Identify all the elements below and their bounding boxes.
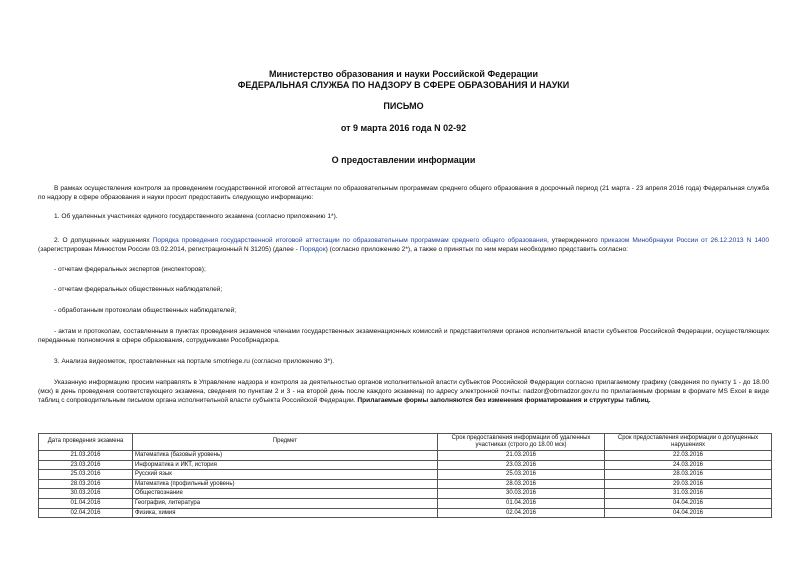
cell-exam-date: 01.04.2016 bbox=[39, 498, 133, 508]
service-name: ФЕДЕРАЛЬНАЯ СЛУЖБА ПО НАДЗОРУ В СФЕРЕ ОБРАЗОВАНИЯ И НАУКИ bbox=[237, 80, 570, 90]
closing-text: Указанную информацию просим направлять в Управление надзора и контроля за деятельностью органов исполнительной власти субъектов Российской Федерации согласно прилагаемому графику (сведения по пункту 1 - до 18.00 (мск) в день проведения соответствующего экзамена, сведения по пунктам 2 и 3 - на второй день после каждого экзамена) по адресу электронной почты: nadzor@obrnadzor.gov.ru по прилагаемым формам в формате MS Excel в виде таблиц с сопроводительным письмом органа исполнительной власти субъекта Российской Федерации. bbox=[38, 379, 769, 404]
sub-item-1: - отчетам федеральных экспертов (инспекторов); bbox=[54, 266, 206, 273]
cell-removed-deadline: 28.03.2016 bbox=[438, 479, 605, 489]
item-2-text-a: 2. О допущенных нарушениях bbox=[54, 237, 153, 244]
closing-paragraph bbox=[38, 378, 769, 405]
item-3: 3. Анализа видеометок, проставленных на портале smotriege.ru (согласно приложению 3*). bbox=[54, 358, 335, 365]
table-row bbox=[39, 508, 772, 518]
cell-exam-date: 25.03.2016 bbox=[39, 470, 133, 480]
cell-violations-deadline: 24.03.2016 bbox=[605, 460, 772, 470]
cell-subject: Математика (профильный уровень) bbox=[133, 479, 438, 489]
table-row bbox=[39, 498, 772, 508]
cell-violations-deadline: 22.03.2016 bbox=[605, 451, 772, 461]
cell-removed-deadline: 02.04.2016 bbox=[438, 508, 605, 518]
item-2-text-d: ) (согласно приложению 2*), а также о принятых по ним мерам необходимо представить согласно: bbox=[325, 246, 628, 253]
order-link[interactable]: приказом Минобрнауки России от 26.12.2013 N 1400 bbox=[600, 237, 769, 244]
cell-subject: Физика, химия bbox=[133, 508, 438, 518]
table-row bbox=[39, 489, 772, 499]
document-type: ПИСЬМО bbox=[383, 101, 424, 111]
cell-violations-deadline: 28.03.2016 bbox=[605, 470, 772, 480]
cell-exam-date: 28.03.2016 bbox=[39, 479, 133, 489]
document-date-number: от 9 марта 2016 года N 02-92 bbox=[340, 123, 467, 133]
cell-subject: Русский язык bbox=[133, 470, 438, 480]
procedure-link[interactable]: Порядка проведения государственной итоговой аттестации по образовательным программам среднего общего образования bbox=[152, 237, 547, 244]
cell-exam-date: 21.03.2016 bbox=[39, 451, 133, 461]
cell-subject: География, литература bbox=[133, 498, 438, 508]
table-row bbox=[39, 479, 772, 489]
header-removed-deadline: Срок предоставления информации об удаленных участниках (строго до 18.00 мск) bbox=[438, 434, 605, 451]
cell-removed-deadline: 21.03.2016 bbox=[438, 451, 605, 461]
cell-subject: Обществознание bbox=[133, 489, 438, 499]
cell-violations-deadline: 04.04.2016 bbox=[605, 498, 772, 508]
intro-paragraph: В рамках осуществления контроля за проведением государственной итоговой аттестации по образовательным программам среднего общего образования в досрочный период (21 марта - 23 апреля 2016 года) Федеральная служба по надзору в сфере образования и науки просит предоставить следующую информацию: bbox=[38, 185, 769, 201]
cell-removed-deadline: 30.03.2016 bbox=[438, 489, 605, 499]
table-row bbox=[39, 460, 772, 470]
schedule-table bbox=[38, 433, 772, 518]
item-2 bbox=[38, 236, 769, 254]
header-exam-date: Дата проведения экзамена bbox=[39, 434, 133, 451]
sub-item-2: - отчетам федеральных общественных наблюдателей; bbox=[54, 286, 223, 293]
cell-subject: Информатика и ИКТ, история bbox=[133, 460, 438, 470]
closing-bold-text: Прилагаемые формы заполняются без изменения форматирования и структуры таблиц. bbox=[357, 397, 651, 404]
cell-removed-deadline: 01.04.2016 bbox=[438, 498, 605, 508]
sub-item-3: - обработанным протоколам общественных наблюдателей; bbox=[54, 307, 237, 314]
item-2-text-c: (зарегистрирован Минюстом России 03.02.2014, регистрационный N 31205) (далее - bbox=[38, 246, 300, 253]
cell-subject: Математика (базовый уровень) bbox=[133, 451, 438, 461]
header-violations-deadline: Срок предоставления информации о допущенных нарушениях bbox=[605, 434, 772, 451]
cell-violations-deadline: 04.04.2016 bbox=[605, 508, 772, 518]
table-header-row bbox=[39, 434, 772, 451]
header-subject: Предмет bbox=[133, 434, 438, 451]
procedure-short-link[interactable]: Порядок bbox=[299, 246, 326, 253]
item-1: 1. Об удаленных участниках единого государственного экзамена (согласно приложению 1*). bbox=[54, 213, 338, 220]
item-2-text-b: , утвержденного bbox=[546, 237, 601, 244]
sub-item-4: - актам и протоколам, составленным в пунктах проведения экзаменов членами государственных экзаменационных комиссий и представителями органов исполнительной власти субъектов Российской Федерации, осуществляющих переданные полномочия в сфере образования, сотрудниками Рособрнадзора. bbox=[38, 328, 769, 344]
cell-exam-date: 30.03.2016 bbox=[39, 489, 133, 499]
cell-removed-deadline: 25.03.2016 bbox=[438, 470, 605, 480]
cell-exam-date: 23.03.2016 bbox=[39, 460, 133, 470]
ministry-name: Министерство образования и науки Российской Федерации bbox=[269, 69, 538, 79]
cell-removed-deadline: 23.03.2016 bbox=[438, 460, 605, 470]
cell-exam-date: 02.04.2016 bbox=[39, 508, 133, 518]
cell-violations-deadline: 29.03.2016 bbox=[605, 479, 772, 489]
table-row bbox=[39, 470, 772, 480]
cell-violations-deadline: 31.03.2016 bbox=[605, 489, 772, 499]
document-subject: О предоставлении информации bbox=[331, 155, 476, 165]
table-row bbox=[39, 451, 772, 461]
